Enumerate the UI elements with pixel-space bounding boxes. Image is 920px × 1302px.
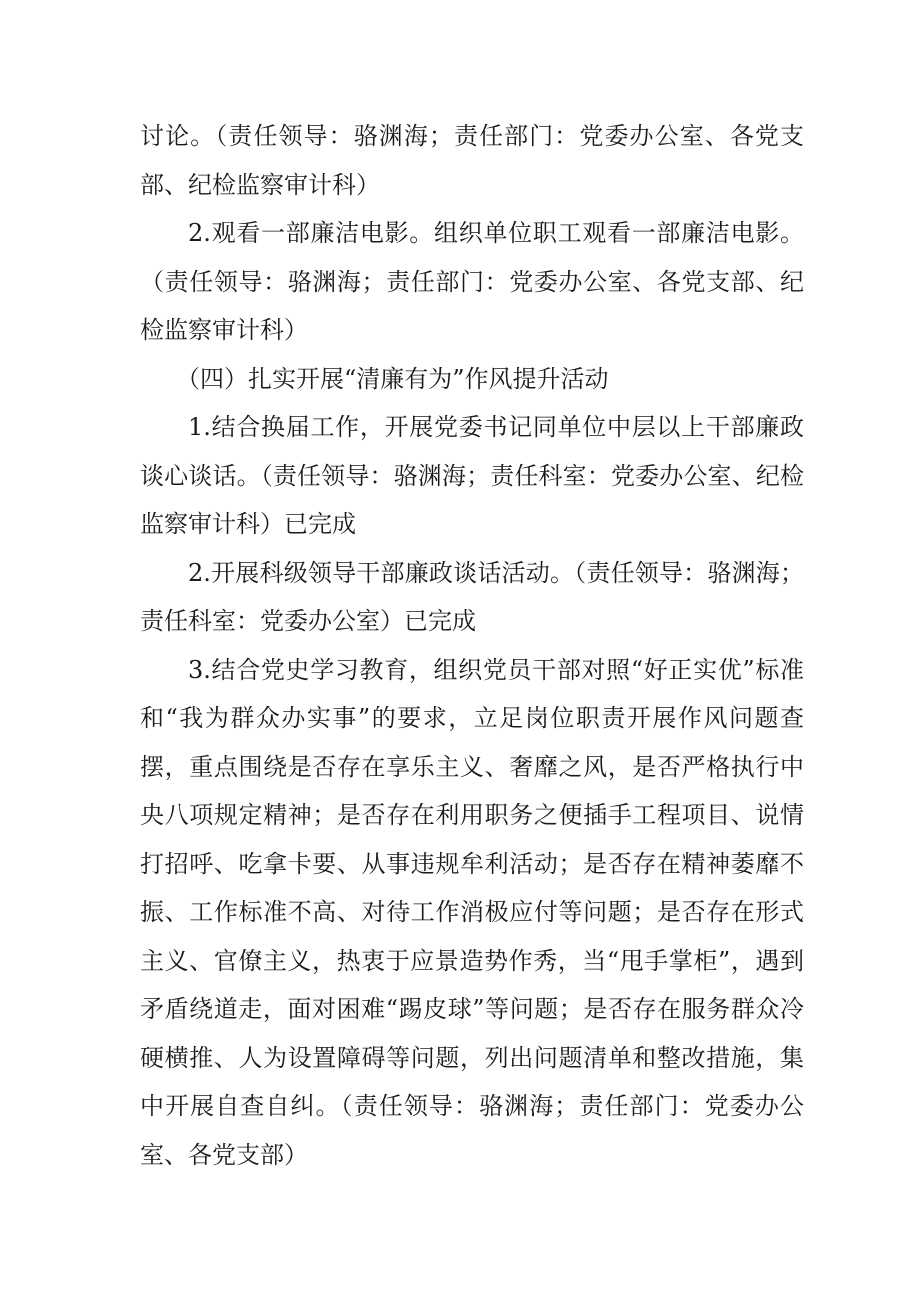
paragraph-continuation: 讨论。（责任领导：骆渊海；责任部门：党委办公室、各党支部、纪检监察审计科） xyxy=(140,122,804,199)
document-page xyxy=(140,112,804,1179)
paragraph-item-2-film: 2.观看一部廉洁电影。组织单位职工观看一部廉洁电影。（责任领导：骆渊海；责任部门：党委办公室、各党支部、纪检监察审计科） xyxy=(140,219,804,344)
section-heading-4: （四）扎实开展“清廉有为”作风提升活动 xyxy=(176,364,609,393)
paragraph-item-2-talks: 2.开展科级领导干部廉政谈话活动。（责任领导：骆渊海；责任科室：党委办公室）已完成 xyxy=(140,558,804,635)
paragraph-item-3-review: 3.结合党史学习教育，组织党员干部对照“好正实优”标准和“我为群众办实事”的要求，立足岗位职责开展作风问题查摆，重点围绕是否存在享乐主义、奢靡之风，是否严格执行中央八项规定精神；是否存在利用职务之便插手工程项目、说情打招呼、吃拿卡要、从事违规牟利活动；是否存在精神萎靡不振、工作标准不高、对待工作消极应付等问题；是否存在形式主义、官僚主义，热衷于应景造势作秀，当“甩手掌柜”，遇到矛盾绕道走，面对困难“踢皮球”等问题；是否存在服务群众冷硬横推、人为设置障碍等问题，列出问题清单和整改措施，集中开展自查自纠。（责任领导：骆渊海；责任部门：党委办公室、各党支部） xyxy=(140,655,804,1169)
paragraph-item-1-talks: 1.结合换届工作，开展党委书记同单位中层以上干部廉政谈心谈话。（责任领导：骆渊海；责任科室：党委办公室、纪检监察审计科）已完成 xyxy=(140,413,804,538)
